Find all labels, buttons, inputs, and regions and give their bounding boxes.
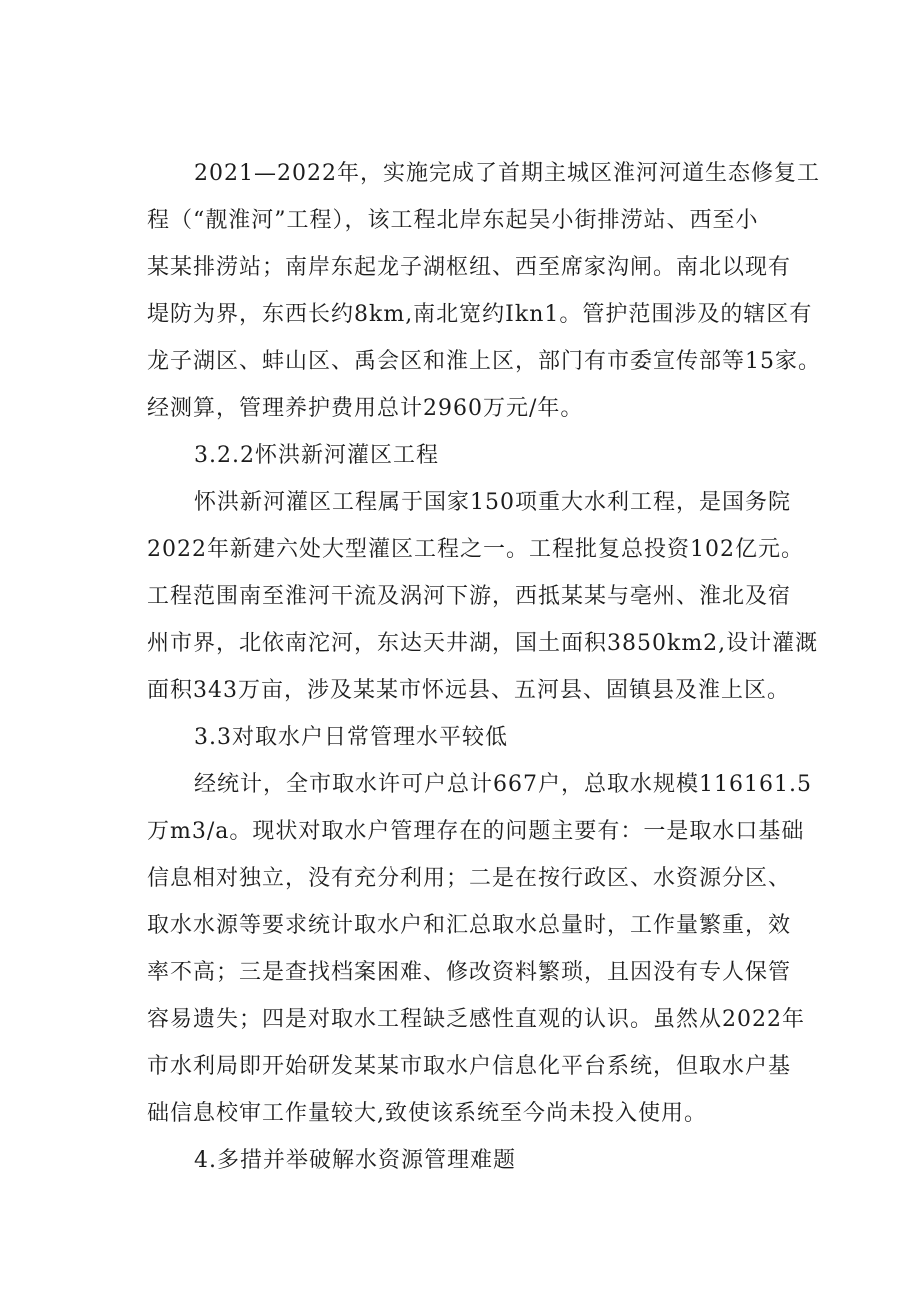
heading-text: 3.2.2怀洪新河灌区工程 — [194, 443, 439, 468]
text-line: 某某排涝站；南岸东起龙子湖枢纽、西至席家沟闸。南北以现有 — [147, 255, 792, 280]
text-line: 面积343万亩，涉及某某市怀远县、五河县、固镇县及淮上区。 — [147, 678, 790, 703]
text-line: 经统计，全市取水许可户总计667户，总取水规模116161.5 — [194, 772, 812, 797]
paragraph-huaihong-irrigation — [147, 479, 819, 714]
section-heading-3-3 — [172, 714, 812, 761]
text-line: 龙子湖区、蚌山区、禹会区和淮上区，部门有市委宣传部等15家。 — [147, 349, 821, 374]
text-line: 万m3/a。现状对取水户管理存在的问题主要有：一是取水口基础 — [147, 819, 805, 844]
document-body — [147, 150, 821, 1184]
text-line: 市水利局即开始研发某某市取水户信息化平台系统，但取水户基 — [147, 1054, 792, 1079]
text-line: 取水水源等要求统计取水户和汇总取水总量时，工作量繁重，效 — [147, 913, 792, 938]
text-line: 容易遗失；四是对取水工程缺乏感性直观的认识。虽然从2022年 — [147, 1007, 805, 1032]
text-line: 础信息校审工作量较大,致使该系统至今尚未投入使用。 — [147, 1101, 707, 1126]
text-line: 率不高；三是查找档案困难、修改资料繁琐，且因没有专人保管 — [147, 960, 792, 985]
paragraph-huaihe-restoration — [147, 150, 821, 432]
text-line: 怀洪新河灌区工程属于国家150项重大水利工程，是国务院 — [194, 490, 791, 515]
text-line: 2022年新建六处大型灌区工程之一。工程批复总投资102亿元。 — [147, 537, 804, 562]
heading-text: 3.3对取水户日常管理水平较低 — [194, 725, 508, 750]
section-heading-3-2-2 — [172, 432, 812, 479]
text-line: 信息相对独立，没有充分利用；二是在按行政区、水资源分区、 — [147, 866, 792, 891]
text-line: 工程范围南至淮河干流及涡河下游，西抵某某与亳州、淮北及宿 — [147, 584, 792, 609]
text-line: 堤防为界，东西长约8km,南北宽约Ikn1。管护范围涉及的辖区有 — [147, 302, 813, 327]
heading-text: 4.多措并举破解水资源管理难题 — [194, 1148, 516, 1173]
text-line: 2021—2022年，实施完成了首期主城区淮河河道生态修复工 — [194, 161, 820, 186]
text-line: 程（“靓淮河”工程），该工程北岸东起吴小街排涝站、西至小 — [147, 208, 759, 233]
paragraph-water-intake-management — [147, 761, 812, 1137]
text-line: 经测算，管理养护费用总计2960万元/年。 — [147, 396, 584, 421]
section-heading-4 — [172, 1137, 812, 1184]
text-line: 州市界，北依南沱河，东达天井湖，国土面积3850km2,设计灌溉 — [147, 631, 819, 656]
